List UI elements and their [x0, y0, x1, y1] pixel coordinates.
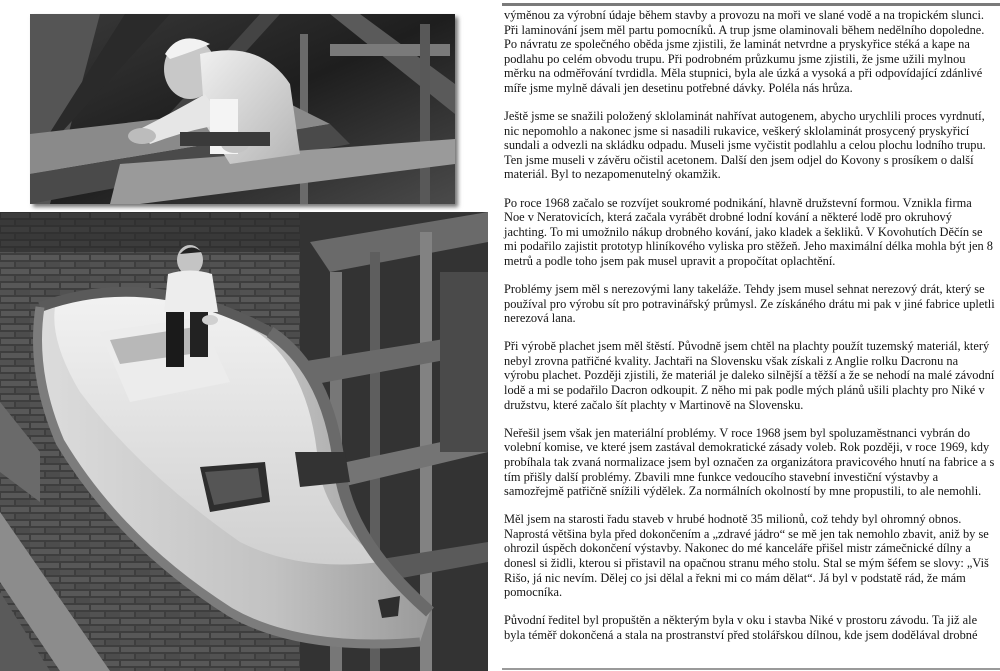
yacht-hull-image [0, 212, 488, 671]
paragraph: Měl jsem na starosti řadu staveb v hrubé hodnotě 35 milionů, což tehdy byl ohromný obnos. Naprostá většina byla před dokončením a „zdravé jádro“ se mě jen tak nemohlo zbavit, aniž by se ohrozil úspěch dokončení výstavby. Nakonec do mé kanceláře přišel mistr zámečnické dílny a donesl si židli, kterou si přistavil na opačnou stranu mého stolu. Stal se mým šéfem se slovy: „Viš Rišo, já nic nevím. Dělej co jsi dělal a řekni mi co mám dělat“. Já byl v podstatě rád, že mám pomocníka. [504, 512, 989, 600]
paragraph: Neřešil jsem však jen materiální problémy. V roce 1968 jsem byl spoluzaměstnanci vybrán do volební komise, ve které jsem zastával demokratické zásady voleb. Rok později, v roce 1969, kdy probíhala tak zvaná normalizace jsem byl označen za organizátora pravicového hnutí na fabrice a s tím přišly další problémy. Zbavili mne funkce vedoucího stavební investiční výstavby a samozřejmě patřičně snížili výdělek. Za normálních okolností by mne propustili, to ale nemohli. [504, 425, 995, 499]
worker-laminating-photo [30, 14, 455, 204]
yacht-hull-photo [0, 212, 488, 671]
worker-laminating-image [30, 14, 455, 204]
paragraph: Při výrobě plachet jsem měl štěstí. Původně jsem chtěl na plachty použít tuzemský materiál, který nebyl zrovna patřičné kvality. Jachtaři na Slovensku však získali z Anglie rolku Dacronu na výrobu plachet. Později zjistili, že materiál je daleko silnější a těžší a že se nehodí na malé závodní lodě a mi se podařilo Dacron odkoupit. Z něho mi pak podle mých plánů ušili plachty pro Niké v družstvu, které začalo šít plachty v Martinově na Slovensku. [504, 339, 995, 412]
paragraph: Původní ředitel byl propuštěn a některým byla v oku i stavba Niké v prostoru závodu. Ta již ale byla téměř dokončená a stala na prostranství před stolářskou dílnou, kde jsem dodělával drobné [504, 613, 978, 642]
paragraph: výměnou za výrobní údaje během stavby a provozu na moři ve slané vodě a na tropickém slunci. Při laminování jsem měl partu pomocníků. A trup jsme olaminovali během nedělního dopoledne. Po návratu ze společného oběda jsme zjistili, že laminát netvrdne a pryskyřice stéká a kape na podlahu po celém obvodu trupu. Při podrobném průzkumu jsme zjistili, že jsme užili mylnou měrku na odměřování tvrdidla. Měla stupnici, byla ale úzká a vysoká a při odpovídající zdánlivé míře jsme mylně dávali jen desetinu potřebné dávky. Poléla nás hrůza. [504, 8, 985, 95]
article-text [504, 8, 995, 656]
bottom-rule [502, 668, 1000, 670]
paragraph: Ještě jsme se snažili položený sklolaminát nahřívat autogenem, abycho urychlili proces vyrdnutí, nic nepomohlo a nakonec jsme si nasadili rukavice, veškerý sklolaminát prosycený pryskyřicí sundali a odvezli na skládku odpadu. Museli jsme vyčistit podlahlu a celou plochu lodního trupu. Ten jsme museli v závěru očistil acetonem. Další den jsem odjel do Kovony s prosíkem o další materiál. Byl to nezapomenutelný okamžik. [504, 109, 986, 182]
paragraph: Problémy jsem měl s nerezovými lany takeláže. Tehdy jsem musel sehnat nerezový drát, který se používal pro výrobu sít pro potravinářský průmysl. Ze získáného drátu mi pak v jiné fabrice upletli nerezová lana. [504, 282, 995, 326]
paragraph: Po roce 1968 začalo se rozvíjet soukromé podnikání, hlavně družstevní formou. Vznikla firma Noe v Neratovicích, která začala vyrábět drobné lodní kování a některé lodě pro okruhový jachting. To mi umožnilo nákup drobného kování, jako kladek a šekliků. V Kovohutích Děčín se mi podařilo zajistit prototyp hliníkového vyliska pro stěžeň. Jeho maximální délka mohla být jen 8 metrů a podle toho jsem pak musel upravit a propočítat oplachtění. [504, 195, 993, 268]
top-rule [502, 3, 1000, 6]
